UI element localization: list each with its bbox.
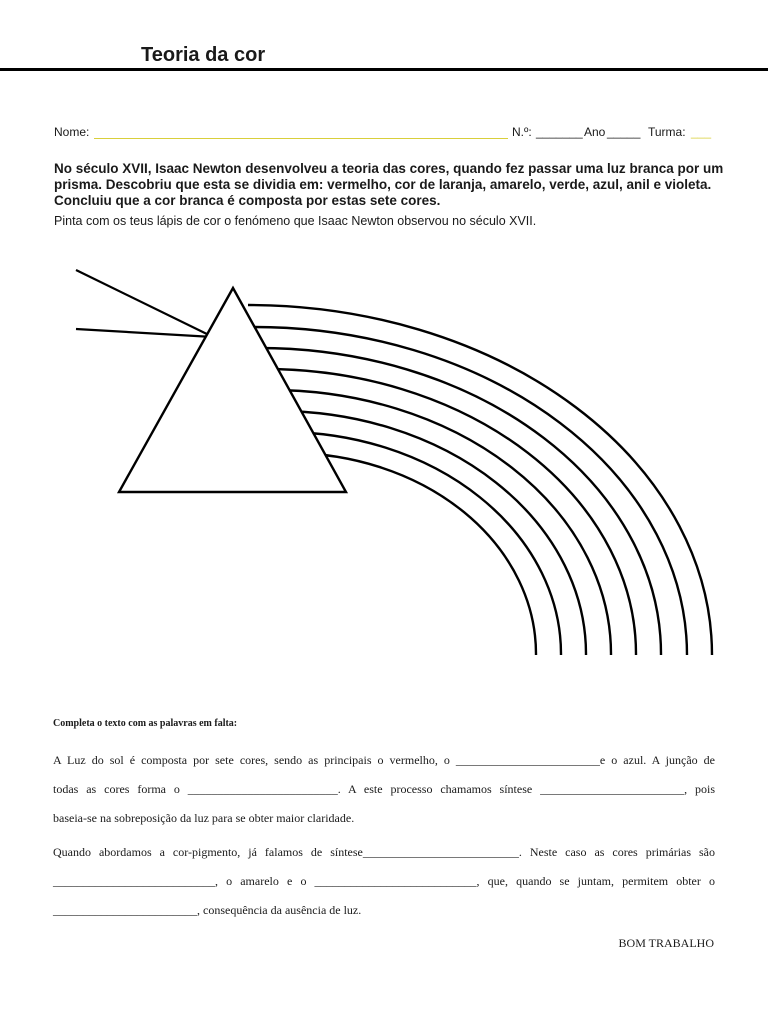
title-divider <box>0 68 768 71</box>
year-field[interactable]: _____ <box>607 125 641 139</box>
exercise-line-6[interactable]: ________________________, consequência da ausência de luz. <box>53 903 362 917</box>
class-field[interactable]: ___ <box>691 125 712 139</box>
prism-illustration <box>0 250 768 670</box>
exercise-line-4[interactable]: Quando abordamos a cor-pigmento, já falamos de síntese__________________________. Neste caso as cores primárias são <box>53 845 715 859</box>
student-info-row <box>54 125 716 143</box>
prism-triangle[interactable] <box>119 288 346 492</box>
rainbow-band-3[interactable] <box>259 348 661 655</box>
name-label: Nome: <box>54 125 90 139</box>
rainbow-band-5[interactable] <box>271 390 611 655</box>
white-light-rays <box>76 270 213 337</box>
year-label: Ano <box>584 125 606 139</box>
closing-note: BOM TRABALHO <box>618 936 714 950</box>
exercise-line-5[interactable]: ___________________________, o amarelo e o ___________________________, que, quando se juntam, permitem obter o <box>53 874 715 888</box>
exercise-line-1[interactable]: A Luz do sol é composta por sete cores, sendo as principais o vermelho, o ________________________e o azul. A junção de <box>53 753 715 767</box>
rainbow-band-6[interactable] <box>277 411 586 655</box>
exercise-title: Completa o texto com as palavras em falta: <box>53 718 238 729</box>
exercise-line-2[interactable]: todas as cores forma o _________________________. A este processo chamamos síntese ________________________, pois <box>53 782 715 796</box>
coloring-instruction: Pinta com os teus lápis de cor o fenómeno que Isaac Newton observou no século XVII. <box>54 214 537 228</box>
class-label: Turma: <box>648 125 686 139</box>
page-title: Teoria da cor <box>141 44 266 66</box>
name-field[interactable] <box>94 138 508 139</box>
number-label: N.º: <box>512 125 532 139</box>
exercise-line-3: baseia-se na sobreposição da luz para se obter maior claridade. <box>53 811 355 825</box>
number-field[interactable]: _______ <box>536 125 583 139</box>
intro-text: No século XVII, Isaac Newton desenvolveu a teoria das cores, quando fez passar uma luz branca por um prisma. Descobriu que esta se dividia em: vermelho, cor de laranja, amarelo, verde, azul, anil e violeta. Concluiu que a cor branca é composta por estas sete cores. <box>54 161 724 208</box>
